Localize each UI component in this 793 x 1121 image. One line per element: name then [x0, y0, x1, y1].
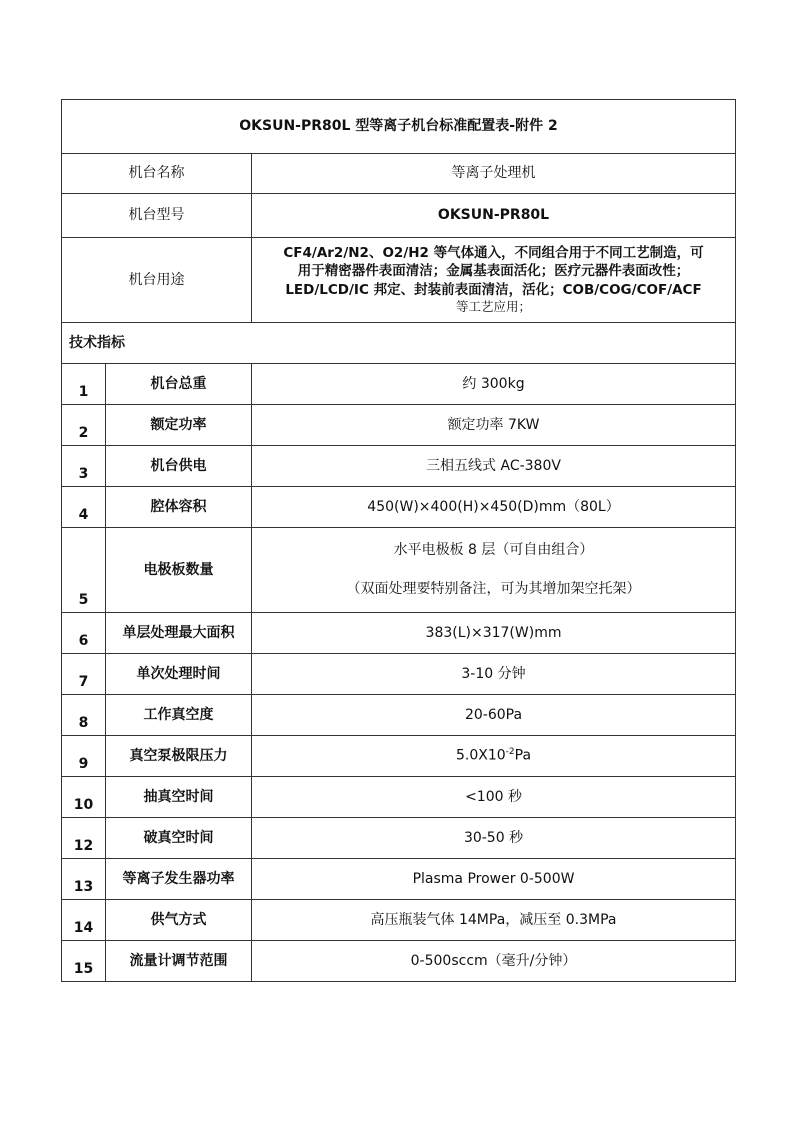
use-line-2: 用于精密器件表面清洁；金属基表面活化；医疗元器件表面改性； [297, 263, 690, 280]
row-number: 13 [62, 859, 106, 900]
row-number: 10 [62, 777, 106, 818]
table-row [62, 613, 736, 654]
pressure-exponent: -2 [505, 747, 515, 758]
table-row [62, 900, 736, 941]
row-number: 1 [62, 364, 106, 405]
row-number: 6 [62, 613, 106, 654]
table-row [62, 446, 736, 487]
row-number: 14 [62, 900, 106, 941]
spec-value: 30-50 秒 [252, 818, 736, 859]
row-number: 7 [62, 654, 106, 695]
machine-name-value: 等离子处理机 [252, 154, 736, 194]
use-line-1: CF4/Ar2/N2、O2/H2 等气体通入，不同组合用于不同工艺制造，可 [283, 245, 704, 262]
spec-value [252, 528, 736, 613]
pressure-unit: Pa [514, 747, 532, 764]
spec-label: 电极板数量 [106, 528, 252, 613]
section-row [62, 323, 736, 364]
table-row [62, 654, 736, 695]
row-number: 8 [62, 695, 106, 736]
config-table [61, 99, 736, 982]
row-number: 15 [62, 941, 106, 982]
spec-label: 抽真空时间 [106, 777, 252, 818]
machine-name-label: 机台名称 [62, 154, 252, 194]
table-row [62, 777, 736, 818]
section-label: 技术指标 [62, 323, 736, 364]
table-title: OKSUN-PR80L 型等离子机台标准配置表-附件 2 [62, 100, 736, 154]
row-number: 9 [62, 736, 106, 777]
spec-label: 供气方式 [106, 900, 252, 941]
machine-use-row [62, 238, 736, 323]
spec-label: 机台总重 [106, 364, 252, 405]
spec-label: 等离子发生器功率 [106, 859, 252, 900]
spec-label: 破真空时间 [106, 818, 252, 859]
machine-model-value: OKSUN-PR80L [252, 194, 736, 238]
table-row [62, 695, 736, 736]
spec-label: 机台供电 [106, 446, 252, 487]
spec-value: <100 秒 [252, 777, 736, 818]
row-number: 3 [62, 446, 106, 487]
spec-value: 额定功率 7KW [252, 405, 736, 446]
spec-label: 单次处理时间 [106, 654, 252, 695]
table-row [62, 941, 736, 982]
machine-model-label: 机台型号 [62, 194, 252, 238]
spec-value: 20-60Pa [252, 695, 736, 736]
spec-value: 450(W)×400(H)×450(D)mm（80L） [252, 487, 736, 528]
spec-label: 流量计调节范围 [106, 941, 252, 982]
spec-label: 真空泵极限压力 [106, 736, 252, 777]
table-row [62, 736, 736, 777]
row-number: 5 [62, 528, 106, 613]
title-row [62, 100, 736, 154]
spec-value: 三相五线式 AC-380V [252, 446, 736, 487]
machine-use-label: 机台用途 [62, 238, 252, 323]
spec-value: 0-500sccm（毫升/分钟） [252, 941, 736, 982]
spec-label: 单层处理最大面积 [106, 613, 252, 654]
row-number: 12 [62, 818, 106, 859]
spec-value: 约 300kg [252, 364, 736, 405]
spec-value-line-2: （双面处理要特别备注，可为其增加架空托架） [346, 581, 641, 597]
spec-value: Plasma Prower 0-500W [252, 859, 736, 900]
table-row [62, 528, 736, 613]
machine-model-row [62, 194, 736, 238]
table-row [62, 818, 736, 859]
row-number: 4 [62, 487, 106, 528]
spec-label: 工作真空度 [106, 695, 252, 736]
use-line-3: LED/LCD/IC 邦定、封装前表面清洁，活化；COB/COG/COF/ACF [285, 281, 702, 298]
table-row [62, 487, 736, 528]
spec-label: 额定功率 [106, 405, 252, 446]
spec-value [252, 736, 736, 777]
pressure-base: 5.0X10 [455, 747, 506, 764]
spec-label: 腔体容积 [106, 487, 252, 528]
spec-value-line-1: 水平电极板 8 层（可自由组合） [393, 542, 594, 559]
table-row [62, 405, 736, 446]
machine-use-value [252, 238, 736, 323]
spec-value: 高压瓶装气体 14MPa，减压至 0.3MPa [252, 900, 736, 941]
spec-value: 383(L)×317(W)mm [252, 613, 736, 654]
use-line-4: 等工艺应用； [456, 298, 532, 314]
machine-name-row [62, 154, 736, 194]
table-row [62, 859, 736, 900]
table-row [62, 364, 736, 405]
row-number: 2 [62, 405, 106, 446]
spec-value: 3-10 分钟 [252, 654, 736, 695]
